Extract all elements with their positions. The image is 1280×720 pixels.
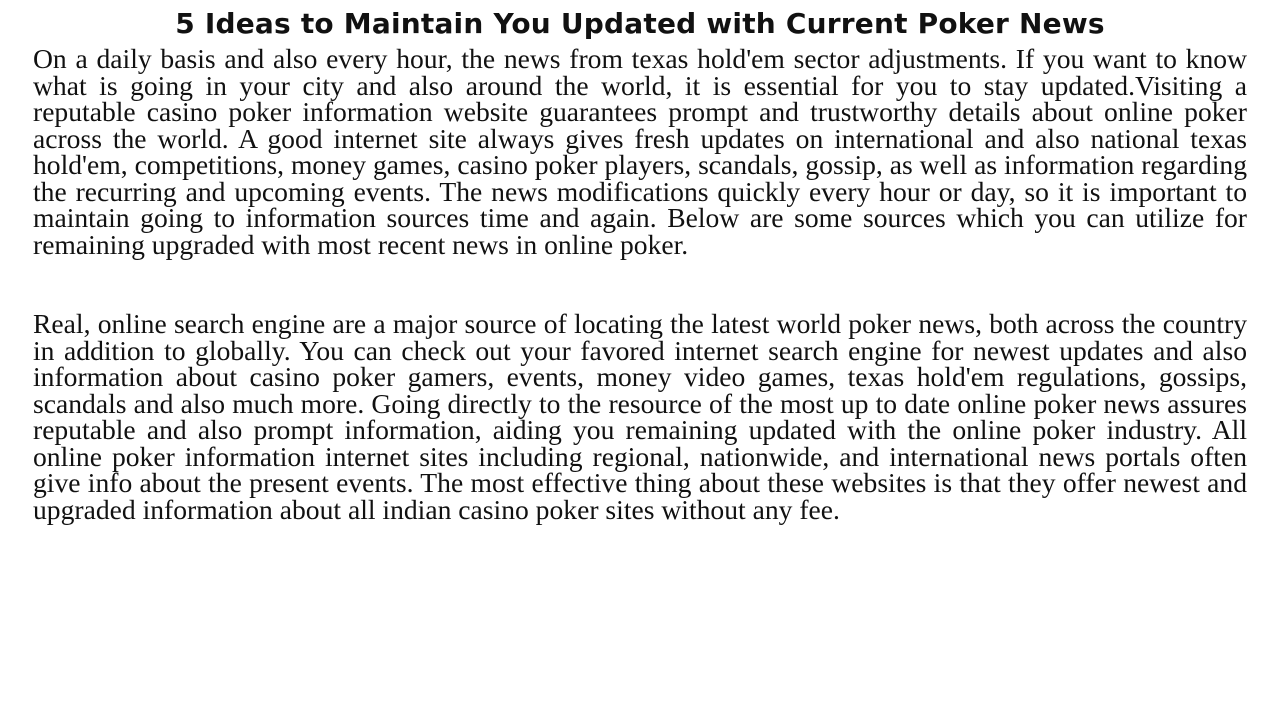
article-title: 5 Ideas to Maintain You Updated with Current Poker News xyxy=(175,7,1105,40)
article-paragraph-2: Real, online search engine are a major source of locating the latest world poker news, both across the country in addition to globally. You can check out your favored internet search engine for newest updates and also information about casino poker gamers, events, money video games, texas hold'em regulations, gossips, scandals and also much more. Going directly to the resource of the most up to date online poker news assures reputable and also prompt information, aiding you remaining updated with the online poker industry. All online poker information internet sites including regional, nationwide, and international news portals often give info about the present events. The most effective thing about these websites is that they offer newest and upgraded information about all indian casino poker sites without any fee. xyxy=(33,308,1247,525)
article-paragraph-1: On a daily basis and also every hour, the news from texas hold'em sector adjustments. If you want to know what is going in your city and also around the world, it is essential for you to stay updated.Visiting a reputable casino poker information website guarantees prompt and trustworthy details about online poker across the world. A good internet site always gives fresh updates on international and also national texas hold'em, competitions, money games, casino poker players, scandals, gossip, as well as information regarding the recurring and upcoming events. The news modifications quickly every hour or day, so it is important to maintain going to information sources time and again. Below are some sources which you can utilize for remaining upgraded with most recent news in online poker. xyxy=(33,43,1247,260)
